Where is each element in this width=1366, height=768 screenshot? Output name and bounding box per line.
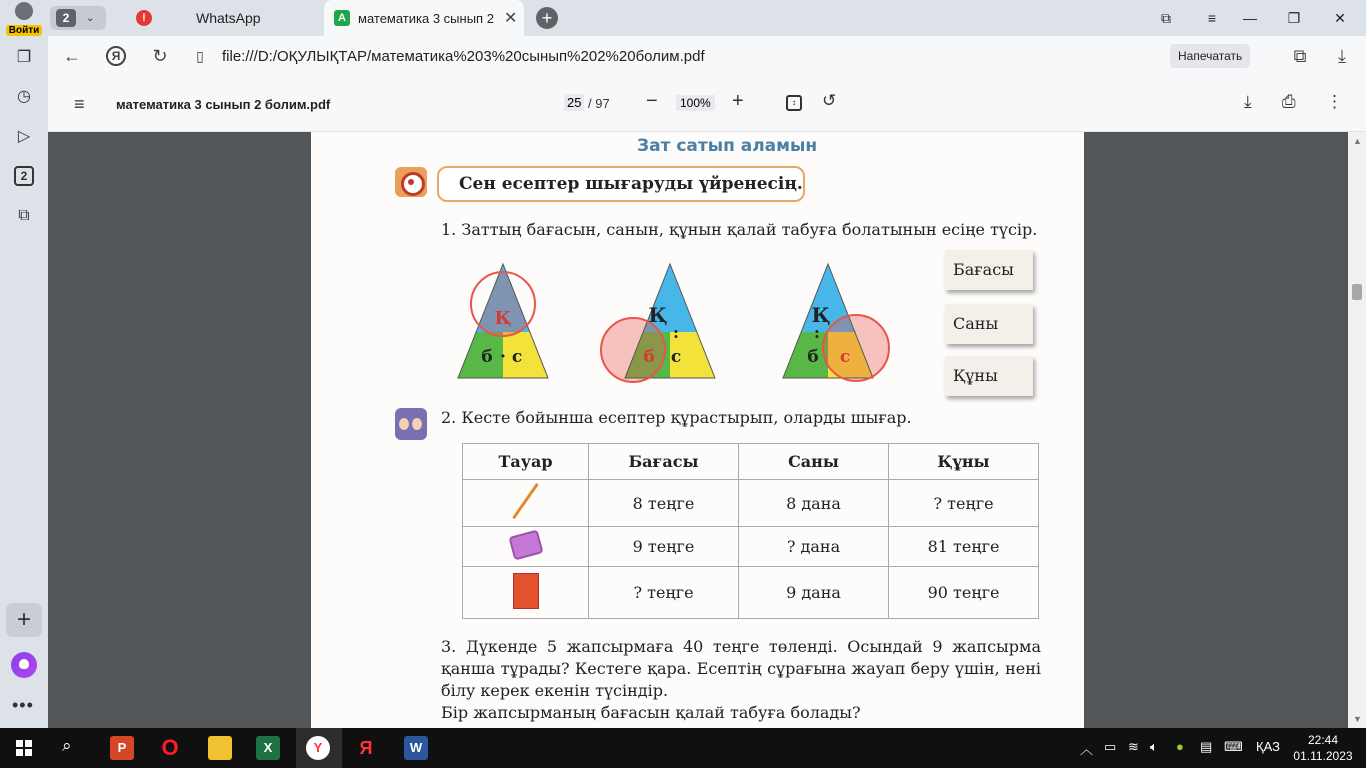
page-heading: Зат сатып аламын bbox=[637, 136, 818, 156]
alice-assistant-icon[interactable] bbox=[11, 652, 37, 678]
reload-icon[interactable]: ↻ bbox=[152, 45, 168, 66]
pdf-toolbar bbox=[48, 76, 1366, 132]
wifi-icon[interactable]: ≋ bbox=[1128, 739, 1139, 754]
new-tab-button[interactable]: + bbox=[536, 7, 558, 29]
scroll-thumb[interactable] bbox=[1352, 284, 1362, 300]
col-count: Саны bbox=[739, 444, 889, 480]
tray-chevron-icon[interactable]: ︿ bbox=[1080, 742, 1094, 757]
tri2-left-label: б bbox=[643, 347, 655, 367]
rotate-icon[interactable]: ↺ bbox=[822, 91, 837, 110]
opera-icon[interactable]: O bbox=[161, 735, 179, 760]
back-icon[interactable]: ← bbox=[63, 45, 81, 66]
task-1: 1. Заттың бағасын, санын, құнын қалай табуға болатынын есіңе түсір. bbox=[441, 220, 1038, 239]
fit-page-icon[interactable]: ↕ bbox=[786, 95, 802, 111]
page-number-input[interactable]: 25 bbox=[564, 94, 584, 111]
tri3-top-label: Қ bbox=[811, 303, 831, 327]
scroll-up-icon: ▲ bbox=[1353, 136, 1362, 146]
file-icon: ▯ bbox=[196, 47, 204, 64]
table-row: ? теңге 9 дана 90 теңге bbox=[463, 567, 1039, 619]
pdf-page bbox=[311, 132, 1084, 728]
tri2-top-label: Қ bbox=[648, 303, 668, 327]
task-3: 3. Дүкенде 5 жапсырмаға 40 теңге төленді. Осындай 9 жапсырма қанша тұрады? Кестеге қара. Есептің сұрағына жауап беру үшін, нені білу керек екенін түсіндір. Бір жапсырманың бағасын қалай табуға болады? bbox=[441, 637, 1041, 722]
tri3-left-label: б bbox=[807, 347, 819, 367]
notebook-icon bbox=[463, 567, 589, 619]
yandex-browser-icon[interactable]: Y bbox=[306, 736, 330, 760]
close-tab-icon[interactable]: ✕ bbox=[504, 10, 518, 27]
task-3-question: Бір жапсырманың бағасын қалай табуға болады? bbox=[441, 703, 861, 722]
window-collections-icon[interactable]: ⧉ bbox=[1161, 9, 1171, 26]
pencil-icon bbox=[463, 480, 589, 527]
formula-triangles bbox=[451, 252, 911, 382]
keyboard-icon[interactable]: ⌨︎ bbox=[1224, 739, 1243, 754]
clock[interactable]: 22:44 01.11.2023 bbox=[1293, 733, 1353, 763]
tri2-right-label: с bbox=[670, 347, 682, 367]
table-row: 8 теңге 8 дана ? теңге bbox=[463, 480, 1039, 527]
print-button[interactable]: Напечатать bbox=[1170, 44, 1250, 68]
tab-strip bbox=[48, 0, 1366, 36]
close-window-button[interactable]: ✕ bbox=[1334, 9, 1346, 26]
play-icon[interactable]: ▷ bbox=[17, 128, 31, 145]
minimize-button[interactable]: — bbox=[1243, 10, 1257, 26]
group-work-icon bbox=[395, 408, 427, 440]
start-button[interactable] bbox=[16, 740, 32, 756]
restore-button[interactable]: ❐ bbox=[1287, 9, 1301, 26]
col-price: Бағасы bbox=[589, 444, 739, 480]
url-field[interactable]: file:///D:/ОҚУЛЫҚТАР/математика%203%20сынып%202%20болим.pdf bbox=[222, 48, 705, 65]
excel-icon[interactable]: X bbox=[256, 736, 280, 760]
table-header-row bbox=[463, 444, 1039, 480]
screenshot-icon[interactable]: ⧉ bbox=[18, 207, 30, 224]
table-row: 9 теңге ? дана 81 теңге bbox=[463, 527, 1039, 567]
pdf-viewer[interactable] bbox=[48, 132, 1366, 728]
target-icon bbox=[395, 167, 427, 197]
volume-icon[interactable]: 🔈︎ bbox=[1150, 739, 1158, 754]
zoom-in-button[interactable]: + bbox=[732, 90, 744, 112]
bookmarks-icon[interactable]: ⧉ bbox=[1293, 45, 1307, 66]
tri2-op: : bbox=[673, 323, 679, 342]
viewer-scrollbar[interactable] bbox=[1348, 132, 1366, 728]
user-avatar-icon bbox=[15, 2, 33, 20]
page-total: / 97 bbox=[588, 96, 610, 111]
goods-table bbox=[462, 443, 1039, 619]
badge-2-icon[interactable]: 2 bbox=[12, 164, 36, 188]
address-bar bbox=[48, 36, 1366, 76]
word-icon[interactable]: W bbox=[404, 736, 428, 760]
pdf-more-icon[interactable]: ⋮ bbox=[1326, 92, 1343, 111]
history-icon[interactable]: ◷ bbox=[17, 88, 31, 105]
windows-taskbar bbox=[0, 728, 1366, 768]
sign-in-label: Войти bbox=[6, 25, 43, 36]
task-2: 2. Кесте бойынша есептер құрастырып, оларды шығар. bbox=[441, 408, 912, 427]
zoom-out-button[interactable]: − bbox=[646, 90, 658, 112]
scroll-down-icon: ▼ bbox=[1353, 714, 1362, 724]
pdf-download-icon[interactable]: ⤓ bbox=[1244, 92, 1252, 111]
powerpoint-icon[interactable]: P bbox=[110, 736, 134, 760]
explorer-icon[interactable] bbox=[208, 736, 232, 760]
pdf-print-icon[interactable]: ⎙ bbox=[1282, 92, 1296, 111]
add-panel-button[interactable]: + bbox=[6, 603, 42, 637]
download-icon[interactable]: ⤓ bbox=[1338, 45, 1346, 66]
col-goods: Тауар bbox=[463, 444, 589, 480]
notification-icon[interactable]: ▤ bbox=[1200, 739, 1213, 754]
tri1-top-label: Қ bbox=[494, 308, 512, 329]
chevron-down-icon: ⌄ bbox=[86, 12, 95, 24]
tri1-op: · bbox=[500, 347, 506, 367]
profile-button[interactable] bbox=[4, 2, 44, 36]
yandex-icon[interactable]: Я bbox=[104, 44, 128, 68]
collections-icon[interactable]: ❐ bbox=[16, 49, 32, 66]
tab-whatsapp[interactable]: ! WhatsApp bbox=[132, 0, 322, 36]
sharpener-icon bbox=[463, 527, 589, 567]
card-total: Құны bbox=[945, 356, 1033, 396]
tri3-right-label: с bbox=[839, 347, 851, 367]
battery-icon[interactable]: ▭ bbox=[1104, 739, 1117, 754]
pdf-tab-icon: A bbox=[334, 10, 350, 26]
alert-icon: ! bbox=[136, 10, 152, 26]
card-count: Саны bbox=[945, 304, 1033, 344]
hamburger-menu-icon[interactable]: ≡ bbox=[74, 94, 85, 114]
pdf-file-name: математика 3 сынып 2 болим.pdf bbox=[116, 97, 331, 112]
tab-group-counter[interactable]: 2 ⌄ bbox=[50, 6, 106, 30]
language-indicator[interactable]: ҚАЗ bbox=[1256, 739, 1280, 754]
menu-icon[interactable]: ≡ bbox=[1207, 10, 1217, 26]
yandex-icon[interactable]: Я bbox=[359, 738, 373, 758]
tab-pdf-active[interactable]: A математика 3 сынып 2 ✕ bbox=[324, 0, 524, 36]
tri3-op: : bbox=[814, 323, 820, 342]
search-icon[interactable]: ⌕ bbox=[62, 736, 72, 755]
learn-banner-text: Сен есептер шығаруды үйренесің. bbox=[459, 174, 803, 194]
browser-sidebar bbox=[0, 0, 48, 728]
zoom-level[interactable]: 100% bbox=[676, 95, 715, 111]
tri1-right-label: с bbox=[511, 347, 523, 367]
more-icon[interactable]: ••• bbox=[12, 695, 34, 715]
card-price: Бағасы bbox=[945, 250, 1033, 290]
app-tray-icon[interactable]: ● bbox=[1176, 739, 1184, 754]
tri1-left-label: б bbox=[481, 347, 493, 367]
col-total: Құны bbox=[889, 444, 1039, 480]
